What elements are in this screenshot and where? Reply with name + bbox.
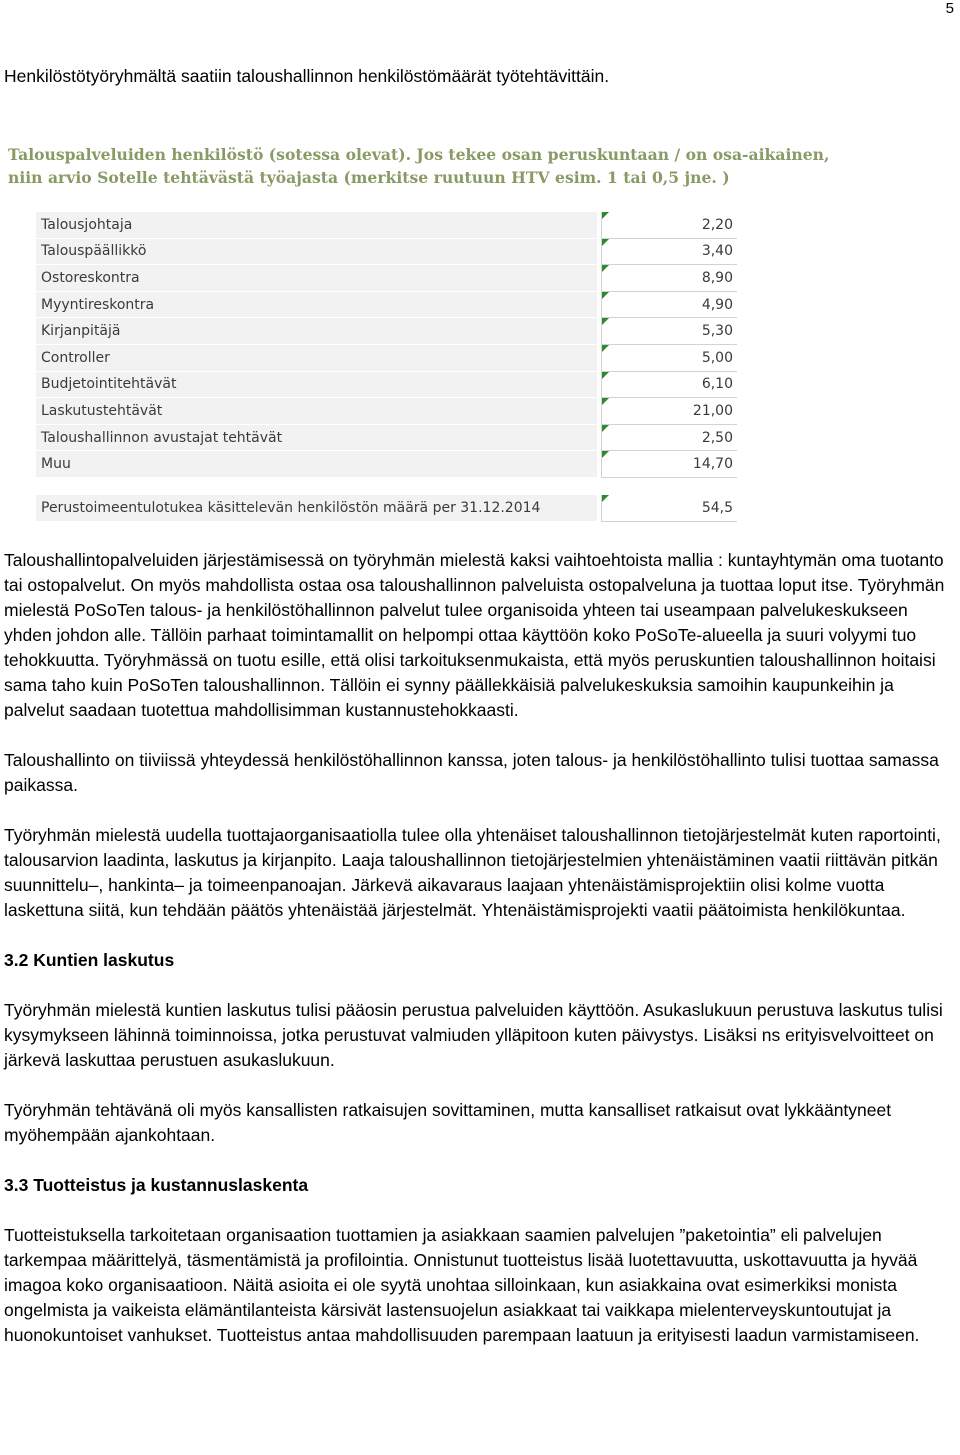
total-row [36, 495, 737, 521]
row-label: Talouspäällikkö [36, 238, 597, 265]
table-row [36, 291, 737, 318]
row-label: Controller [36, 344, 597, 371]
row-label: Kirjanpitäjä [36, 318, 597, 345]
row-value: 14,70 [602, 451, 738, 478]
row-label: Muu [36, 451, 597, 478]
table-row [36, 371, 737, 398]
row-value: 4,90 [602, 291, 738, 318]
table-row [36, 265, 737, 292]
row-value: 21,00 [602, 398, 738, 425]
caption-line-1: Talouspalveluiden henkilöstö (sotessa olevat). Jos tekee osan peruskuntaan / on osa-aikainen, [8, 145, 830, 164]
row-label: Taloushallinnon avustajat tehtävät [36, 424, 597, 451]
total-label: Perustoimeentulotukea käsittelevän henkilöstön määrä per 31.12.2014 [36, 495, 597, 521]
row-label: Laskutustehtävät [36, 398, 597, 425]
row-label: Myyntireskontra [36, 291, 597, 318]
row-label: Ostoreskontra [36, 265, 597, 292]
table-row [36, 212, 737, 238]
row-value: 3,40 [602, 238, 738, 265]
table-row [36, 424, 737, 451]
row-value: 5,00 [602, 344, 738, 371]
intro-text: Henkilöstötyöryhmältä saatiin taloushallinnon henkilöstömäärät työtehtävittäin. [4, 66, 610, 86]
row-value: 8,90 [602, 265, 738, 292]
row-value: 6,10 [602, 371, 738, 398]
paragraph: Työryhmän mielestä kuntien laskutus tulisi pääosin perustua palveluiden käyttöön. Asukaslukuun perustuva laskutus tulisi kysymykseen lähinnä toiminnoissa, jotka perustuvat valmiuden ylläpitoon kuten päivystys. Lisäksi ns erityisvelvoitteet on järkevä laskuttaa perustuen asukaslukuun. [4, 1000, 943, 1070]
total-value: 54,5 [602, 495, 738, 521]
paragraph: Työryhmän tehtävänä oli myös kansallisten ratkaisujen sovittaminen, mutta kansalliset ratkaisut ovat lykkääntyneet myöhempään ajankohtaan. [4, 1100, 892, 1145]
paragraph: Tuotteistuksella tarkoitetaan organisaation tuottamien ja asiakkaan saamien palvelujen ”paketointia” eli palvelujen tarkempaa määrittelyä, täsmentämistä ja profilointia. Onnistunut tuotteistus lisää luotettavuutta, uskottavuutta ja hyvää imagoa koko organisaatioon. Näitä asioita ei ole syytä unohtaa silloinkaan, kun asiakkaina ovat esimerkiksi monista ongelmista ja vaikeista elämäntilanteista kärsivät lastensuojelun asiakkaat tai vaikkapa mielenterveyskuntoutujat ja huonokuntoiset vanhukset. Tuotteistus antaa mahdollisuuden parempaan laatuun ja erityisesti laadun varmistamiseen. [4, 1225, 920, 1345]
paragraph: Työryhmän mielestä uudella tuottajaorganisaatiolla tulee olla yhtenäiset taloushallinnon tietojärjestelmät kuten raportointi, talousarvion laadinta, laskutus ja kirjanpito. Laaja taloushallinnon tietojärjestelmien yhtenäistäminen vaatii riittävän pitkän suunnittelu–, hankinta– ja toimeenpanoajan. Järkevä aikavaraus laajaan yhtenäistämisprojektiin olisi kolme vuotta laskettuna siitä, kun tehdään päätös yhtenäistää järjestelmät. Yhtenäistämisprojekti vaatii päätoimista henkilökuntaa. [4, 825, 941, 920]
paragraph: Taloushallintopalveluiden järjestämisessä on työryhmän mielestä kaksi vaihtoehtoista mallia : kuntayhtymän oma tuotanto tai ostopalvelut. On myös mahdollista ostaa osa taloushallinnon palveluista ostopalveluna ja tuottaa loput itse. Työryhmän mielestä PoSoTen talous- ja henkilöstöhallinnon palvelut tulee organisoida yhteen tai useampaan palvelukeskukseen yhden johdon alle. Tällöin parhaat toimintamallit on helpompi ottaa käyttöön koko PoSoTe-alueella ja suuri volyymi tuo tehokkuutta. Työryhmässä on tuotu esille, että olisi tarkoituksenmukaista, että myös peruskuntien taloushallinnon hoitaisi sama taho kuin PoSoTen taloushallinnon. Tällöin ei synny päällekkäisiä palvelukeskuksia samoihin kaupunkeihin ja palvelut saadaan tuotettua mahdollisimman kustannustehokkaasti. [4, 550, 945, 720]
table-row [36, 344, 737, 371]
table-row [36, 451, 737, 478]
table-caption [8, 143, 888, 189]
staff-table [36, 212, 737, 478]
row-value: 5,30 [602, 318, 738, 345]
table-row [36, 238, 737, 265]
section-heading-3-3: 3.3 Tuotteistus ja kustannuslaskenta [4, 1175, 309, 1195]
body-text [4, 548, 954, 1373]
paragraph: Taloushallinto on tiiviissä yhteydessä henkilöstöhallinnon kanssa, joten talous- ja henkilöstöhallinto tulisi tuottaa samassa paikassa. [4, 750, 939, 795]
page-number: 5 [945, 0, 954, 17]
total-table [36, 495, 737, 522]
table-row [36, 398, 737, 425]
row-label: Budjetointitehtävät [36, 371, 597, 398]
row-label: Talousjohtaja [36, 212, 597, 238]
section-heading-3-2: 3.2 Kuntien laskutus [4, 950, 175, 970]
caption-line-2: niin arvio Sotelle tehtävästä työajasta (merkitse ruutuun HTV esim. 1 tai 0,5 jne. ) [8, 168, 730, 187]
table-row [36, 318, 737, 345]
row-value: 2,50 [602, 424, 738, 451]
row-value: 2,20 [602, 212, 738, 238]
